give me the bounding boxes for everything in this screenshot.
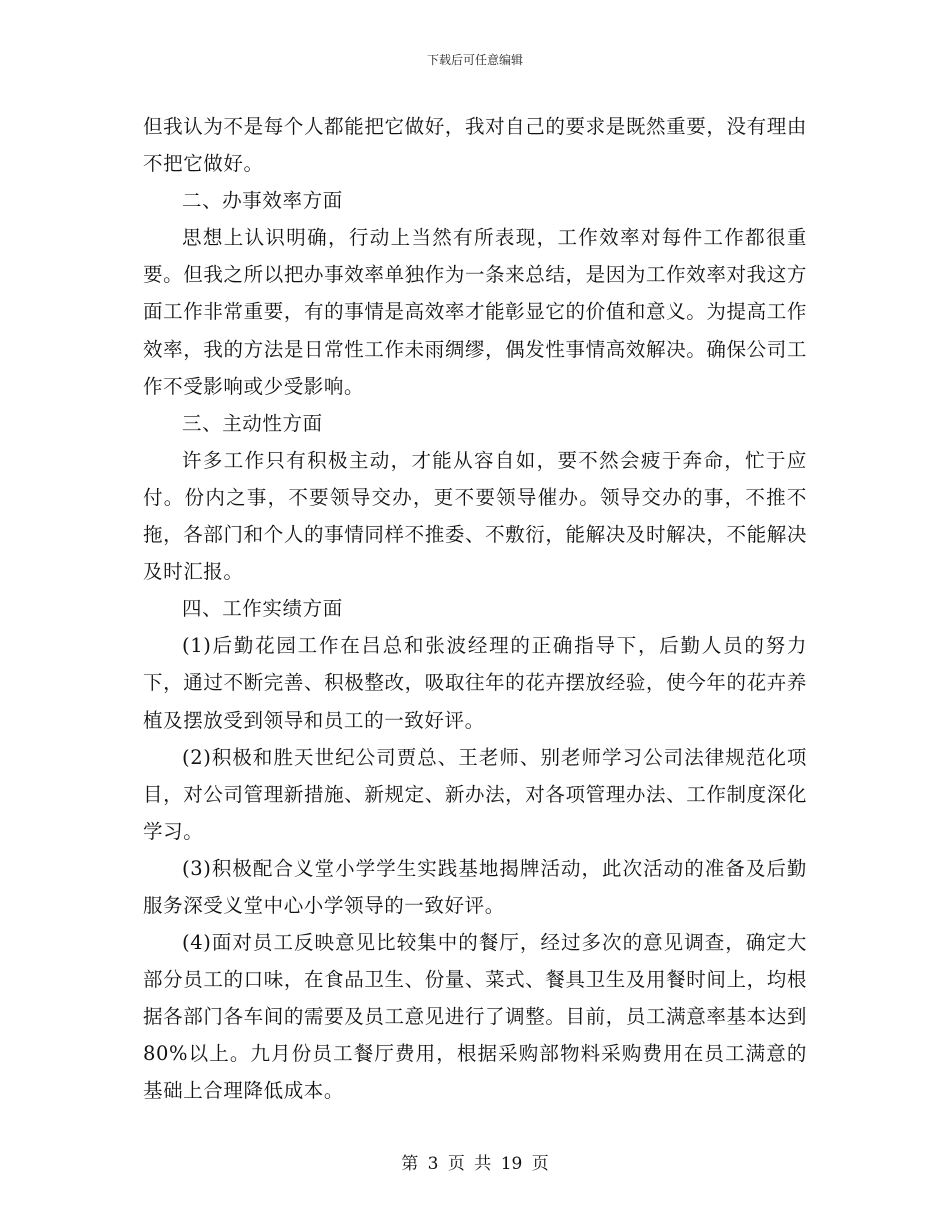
paragraph-continuation: 但我认为不是每个人都能把它做好，我对自己的要求是既然重要，没有理由不把它做好。 (143, 115, 807, 176)
achievement-item-3: (3)积极配合义堂小学学生实践基地揭牌活动，此次活动的准备及后勤服务深受义堂中心小学领导的一致好评。 (143, 856, 807, 917)
section-heading-initiative: 三、主动性方面 (182, 411, 323, 435)
achievement-item-2: (2)积极和胜天世纪公司贾总、王老师、别老师学习公司法律规范化项目，对公司管理新措施、新规定、新办法，对各项管理办法、工作制度深化学习。 (143, 745, 807, 843)
page-header: 下载后可任意编辑 (426, 53, 523, 67)
document-body (143, 108, 807, 1110)
paragraph-efficiency: 思想上认识明确，行动上当然有所表现，工作效率对每件工作都很重要。但我之所以把办事效率单独作为一条来总结，是因为工作效率对我这方面工作非常重要，有的事情是高效率才能彰显它的价值和意义。为提高工作效率，我的方法是日常性工作未雨绸缪，偶发性事情高效解决。确保公司工作不受影响或少受影响。 (143, 226, 807, 398)
page-footer: 第 3 页 共 19 页 (401, 1154, 549, 1174)
section-heading-achievements: 四、工作实绩方面 (182, 597, 343, 621)
achievement-item-1: (1)后勤花园工作在吕总和张波经理的正确指导下，后勤人员的努力下，通过不断完善、积极整改，吸取往年的花卉摆放经验，使今年的花卉养植及摆放受到领导和员工的一致好评。 (143, 634, 807, 732)
section-heading-efficiency: 二、办事效率方面 (182, 189, 343, 213)
paragraph-initiative: 许多工作只有积极主动，才能从容自如，要不然会疲于奔命，忙于应付。份内之事，不要领导交办，更不要领导催办。领导交办的事，不推不拖，各部门和个人的事情同样不推委、不敷衍，能解决及时解决，不能解决及时汇报。 (143, 448, 807, 584)
achievement-item-4: (4)面对员工反映意见比较集中的餐厅，经过多次的意见调查，确定大部分员工的口味，在食品卫生、份量、菜式、餐具卫生及用餐时间上，均根据各部门各车间的需要及员工意见进行了调整。目前，员工满意率基本达到80%以上。九月份员工餐厅费用，根据采购部物料采购费用在员工满意的基础上合理降低成本。 (143, 931, 807, 1103)
